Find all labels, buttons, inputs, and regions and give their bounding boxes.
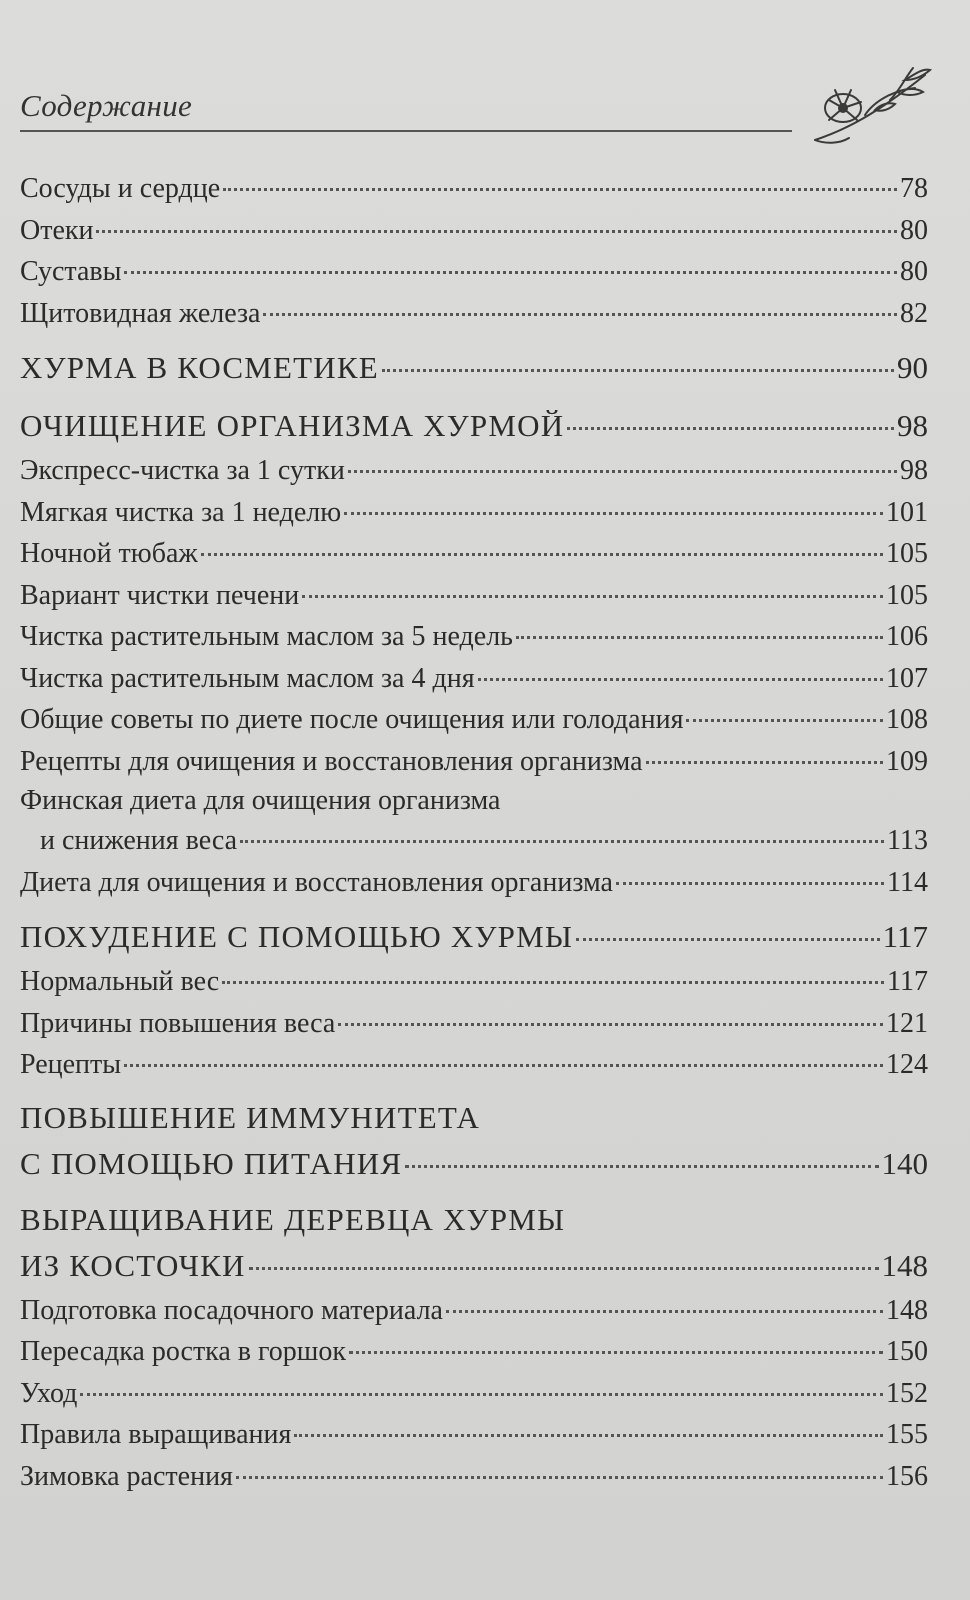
toc-entry-title: Пересадка ростка в горшок	[20, 1336, 346, 1367]
toc-entry-title: Причины повышения веса	[20, 1007, 336, 1039]
toc-page-number: 108	[886, 704, 928, 735]
toc-entry-title: Суставы	[20, 256, 122, 287]
toc-page-number: 148	[886, 1294, 928, 1326]
dot-leader	[124, 1064, 883, 1067]
dot-leader	[222, 981, 884, 984]
dot-leader	[349, 1351, 883, 1354]
toc-entry[interactable]	[20, 820, 928, 862]
toc-entry[interactable]	[20, 1331, 928, 1373]
toc-entry-title: Уход	[20, 1377, 78, 1409]
toc-page-number: 98	[897, 408, 928, 443]
toc-entry-title: Экспресс-чистка за 1 сутки	[20, 455, 345, 486]
toc-entry[interactable]	[20, 575, 928, 617]
toc-entry[interactable]	[20, 210, 928, 252]
toc-entry[interactable]	[20, 293, 928, 335]
toc-entry[interactable]	[20, 741, 928, 783]
toc-page-number: 82	[900, 297, 928, 329]
toc-section-entry[interactable]	[20, 913, 928, 961]
toc-page-number: 107	[886, 662, 928, 694]
toc-entry-title: ПОВЫШЕНИЕ ИММУНИТЕТА	[20, 1099, 481, 1135]
toc-page-number: 90	[897, 350, 928, 385]
toc-entry-title-continued: С ПОМОЩЬЮ ПИТАНИЯ	[20, 1145, 403, 1181]
dot-leader	[478, 678, 883, 681]
toc-entry-title: Сосуды и сердце	[20, 173, 221, 204]
toc-entry[interactable]	[20, 1140, 928, 1188]
dot-leader	[236, 1476, 883, 1479]
dot-leader	[249, 1267, 879, 1270]
toc-entry-title: Рецепты	[20, 1049, 122, 1080]
toc-entry-title: ВЫРАЩИВАНИЕ ДЕРЕВЦА ХУРМЫ	[20, 1201, 566, 1237]
dot-leader	[201, 553, 883, 556]
toc-entry[interactable]	[20, 251, 928, 293]
toc-page-number: 78	[900, 173, 928, 204]
dot-leader	[124, 271, 897, 274]
toc-page-number: 114	[887, 866, 928, 898]
toc-entry-title: Отеки	[20, 214, 94, 246]
toc-entry-title: Мягкая чистка за 1 неделю	[20, 496, 342, 528]
toc-entry-title-continued: ИЗ КОСТОЧКИ	[20, 1247, 246, 1283]
toc-page-number: 113	[887, 825, 928, 856]
toc-entry[interactable]	[20, 1373, 928, 1415]
toc-entry-title: Чистка растительным маслом за 5 недель	[20, 621, 513, 652]
dot-leader	[382, 369, 894, 372]
toc-section-entry[interactable]	[20, 402, 928, 450]
toc-entry-title-continued: и снижения веса	[40, 825, 238, 856]
dot-leader	[576, 938, 880, 941]
toc-page-number: 140	[881, 1145, 928, 1181]
toc-entry-title: ХУРМА В КОСМЕТИКЕ	[20, 350, 379, 385]
toc-page-number: 121	[886, 1007, 928, 1039]
toc-entry[interactable]	[20, 450, 928, 492]
toc-page-number: 98	[900, 455, 928, 486]
toc-entry[interactable]	[20, 168, 928, 210]
toc-entry[interactable]	[20, 699, 928, 741]
toc-entry-title: Чистка растительным маслом за 4 дня	[20, 662, 475, 694]
dot-leader	[348, 470, 897, 473]
dot-leader	[405, 1165, 878, 1168]
dot-leader	[302, 595, 883, 598]
toc-entry-title: Вариант чистки печени	[20, 579, 300, 611]
dot-leader	[223, 188, 897, 191]
toc-page-number: 105	[886, 579, 928, 611]
toc-page-number: 150	[886, 1336, 928, 1367]
toc-entry[interactable]	[20, 492, 928, 534]
header-rule	[20, 130, 792, 132]
dot-leader	[263, 313, 897, 316]
toc-entry-title: Финская диета для очищения организма	[20, 785, 501, 816]
toc-entry[interactable]	[20, 1003, 928, 1045]
toc-entry[interactable]	[20, 1414, 928, 1456]
dot-leader	[446, 1310, 883, 1313]
table-of-contents	[20, 168, 928, 1497]
toc-entry-title: Рецепты для очищения и восстановления организма	[20, 745, 643, 777]
toc-entry[interactable]	[20, 961, 928, 1003]
toc-entry[interactable]	[20, 658, 928, 700]
toc-entry-title: ОЧИЩЕНИЕ ОРГАНИЗМА ХУРМОЙ	[20, 408, 565, 443]
toc-page-number: 105	[886, 538, 928, 569]
dot-leader	[516, 636, 883, 639]
toc-entry[interactable]	[20, 1290, 928, 1332]
dot-leader	[338, 1023, 883, 1026]
toc-entry[interactable]	[20, 862, 928, 904]
dot-leader	[240, 840, 884, 843]
toc-page-number: 117	[887, 966, 928, 997]
dot-leader	[344, 512, 883, 515]
toc-entry-title: ПОХУДЕНИЕ С ПОМОЩЬЮ ХУРМЫ	[20, 919, 574, 954]
flower-branch-icon	[805, 60, 935, 150]
dot-leader	[686, 719, 883, 722]
dot-leader	[294, 1434, 883, 1437]
toc-entry-title: Правила выращивания	[20, 1419, 292, 1450]
toc-page-number: 109	[886, 745, 928, 777]
dot-leader	[80, 1393, 883, 1396]
dot-leader	[96, 230, 897, 233]
toc-entry[interactable]	[20, 1242, 928, 1290]
toc-entry-title: Щитовидная железа	[20, 297, 261, 329]
toc-entry[interactable]	[20, 616, 928, 658]
toc-page-number: 155	[886, 1419, 928, 1450]
toc-entry[interactable]	[20, 533, 928, 575]
dot-leader	[616, 882, 884, 885]
toc-page-number: 156	[886, 1460, 928, 1492]
toc-entry-title: Ночной тюбаж	[20, 538, 198, 569]
toc-section-entry[interactable]	[20, 344, 928, 392]
toc-entry[interactable]	[20, 1456, 928, 1498]
toc-entry-line	[20, 1198, 928, 1242]
toc-page-number: 148	[881, 1247, 928, 1283]
toc-page-number: 124	[886, 1049, 928, 1080]
toc-entry[interactable]	[20, 1044, 928, 1086]
toc-entry-title: Нормальный вес	[20, 966, 220, 997]
toc-entry-line	[20, 1096, 928, 1140]
toc-page-number: 80	[900, 214, 928, 246]
toc-page-number: 80	[900, 256, 928, 287]
toc-entry-title: Зимовка растения	[20, 1460, 233, 1492]
toc-entry-line	[20, 782, 928, 820]
toc-page-number: 117	[882, 919, 928, 954]
running-header	[20, 88, 800, 134]
toc-page-number: 101	[886, 496, 928, 528]
toc-entry-title: Подготовка посадочного материала	[20, 1294, 443, 1326]
toc-page-number: 106	[886, 621, 928, 652]
dot-leader	[646, 761, 883, 764]
header-title: Содержание	[20, 88, 193, 123]
toc-entry-title: Диета для очищения и восстановления организма	[20, 866, 613, 898]
dot-leader	[567, 427, 894, 430]
toc-page-number: 152	[886, 1377, 928, 1409]
toc-entry-title: Общие советы по диете после очищения или голодания	[20, 704, 684, 735]
